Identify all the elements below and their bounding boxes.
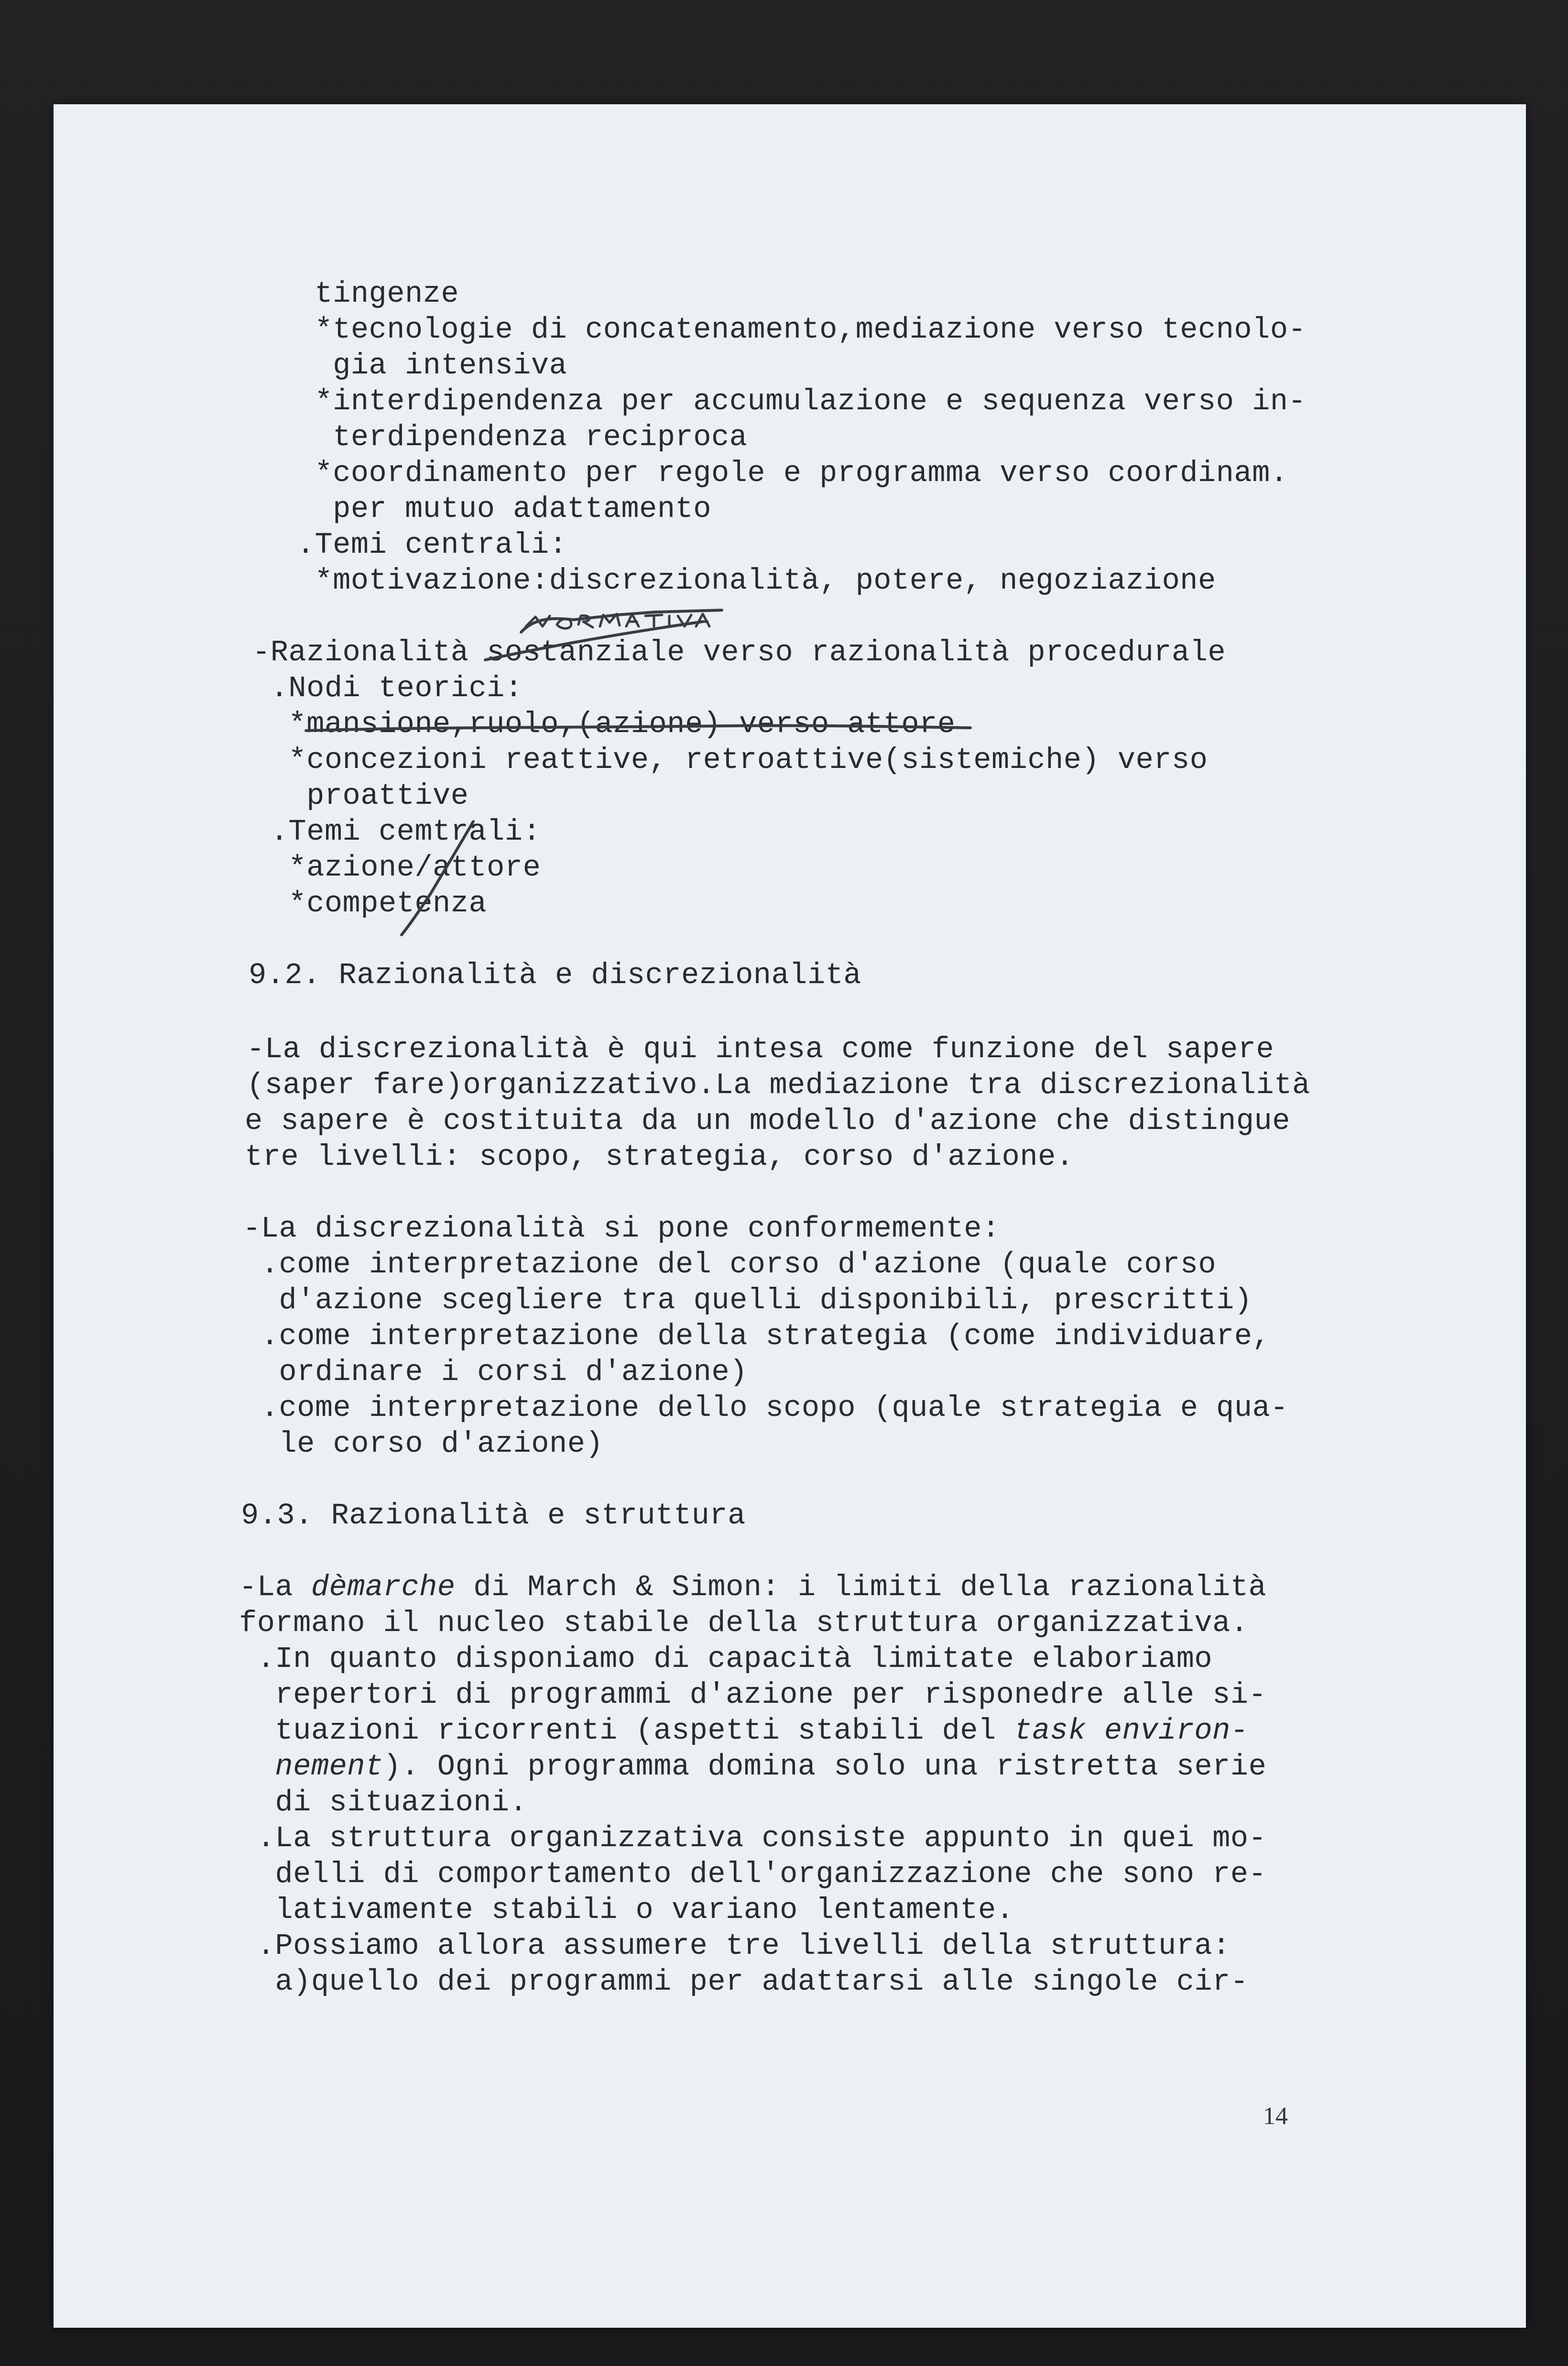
text-line: repertori di programmi d'azione per risponedre alle si- xyxy=(239,1678,1267,1712)
text-line: .In quanto disponiamo di capacità limitate elaboriamo xyxy=(239,1642,1213,1676)
text-line: tingenze xyxy=(279,277,459,311)
text-line: *concezioni reattive, retroattive(sistemiche) verso xyxy=(252,743,1208,777)
text-line: -La dèmarche di March & Simon: i limiti della razionalità xyxy=(239,1570,1267,1604)
italic-term: dèmarche xyxy=(311,1570,456,1604)
text-line: le corso d'azione) xyxy=(243,1427,604,1461)
text-line: nement). Ogni programma domina solo una ristretta serie xyxy=(275,1750,1267,1784)
text-line: (saper fare)organizzativo.La mediazione tra discrezionalità xyxy=(247,1068,1310,1102)
text-line: tre livelli: scopo, strategia, corso d'azione. xyxy=(245,1140,1074,1174)
text-line: .come interpretazione dello scopo (quale strategia e qua- xyxy=(243,1391,1288,1425)
text-line: *competenza xyxy=(252,887,487,920)
text-line: a)quello dei programmi per adattarsi alle singole cir- xyxy=(239,1965,1249,1999)
text-line: .come interpretazione della strategia (come individuare, xyxy=(243,1319,1271,1353)
text-line: e sapere è costituita da un modello d'azione che distingue xyxy=(245,1104,1290,1138)
italic-term: nement xyxy=(275,1750,383,1784)
text-line: *interdipendenza per accumulazione e sequenza verso in- xyxy=(279,384,1307,418)
text-line: ordinare i corsi d'azione) xyxy=(243,1355,748,1389)
text-line-struck: *mansione,ruolo,(azione) verso attore xyxy=(252,707,956,741)
text-line: *coordinamento per regole e programma verso coordinam. xyxy=(279,456,1288,490)
text-line: lativamente stabili o variano lentamente. xyxy=(239,1893,1014,1927)
text-line: d'azione scegliere tra quelli disponibili, prescritti) xyxy=(243,1283,1252,1317)
text-line: terdipendenza reciproca xyxy=(279,420,748,454)
text-line: delli di comportamento dell'organizzazione che sono re- xyxy=(239,1857,1267,1891)
text-line: .La struttura organizzativa consiste appunto in quei mo- xyxy=(239,1821,1267,1855)
text-line: *tecnologie di concatenamento,mediazione verso tecnolo- xyxy=(279,313,1307,347)
text-line: *motivazione:discrezionalità, potere, negoziazione xyxy=(279,564,1216,598)
text-line: *azione/attore xyxy=(252,851,541,885)
text-line: .come interpretazione del corso d'azione (quale corso xyxy=(243,1248,1217,1282)
text-line: per mutuo adattamento xyxy=(279,492,711,526)
text-line: -Razionalità sostanziale verso razionalità procedurale xyxy=(252,635,1226,669)
italic-term: task environ- xyxy=(1014,1714,1249,1748)
text-line: proattive xyxy=(252,779,469,813)
text-line: .Temi cemtrali: xyxy=(252,815,541,849)
section-heading: 9.3. Razionalità e struttura xyxy=(241,1499,746,1533)
text-line: formano il nucleo stabile della struttura organizzativa. xyxy=(239,1606,1249,1640)
text-line: .Nodi teorici: xyxy=(252,671,523,705)
text-line: .Possiamo allora assumere tre livelli della struttura: xyxy=(239,1929,1230,1963)
text-line: -La discrezionalità si pone conformemente: xyxy=(243,1212,1000,1246)
page-number: 14 xyxy=(1263,2103,1288,2130)
text-line: tuazioni ricorrenti (aspetti stabili del task environ- xyxy=(239,1714,1249,1748)
text-line: di situazioni. xyxy=(239,1785,528,1819)
text-line: -La discrezionalità è qui intesa come funzione del sapere xyxy=(247,1032,1274,1066)
text-line: .Temi centrali: xyxy=(279,528,567,562)
section-heading: 9.2. Razionalità e discrezionalità xyxy=(249,958,862,992)
text-line: gia intensiva xyxy=(279,349,567,383)
